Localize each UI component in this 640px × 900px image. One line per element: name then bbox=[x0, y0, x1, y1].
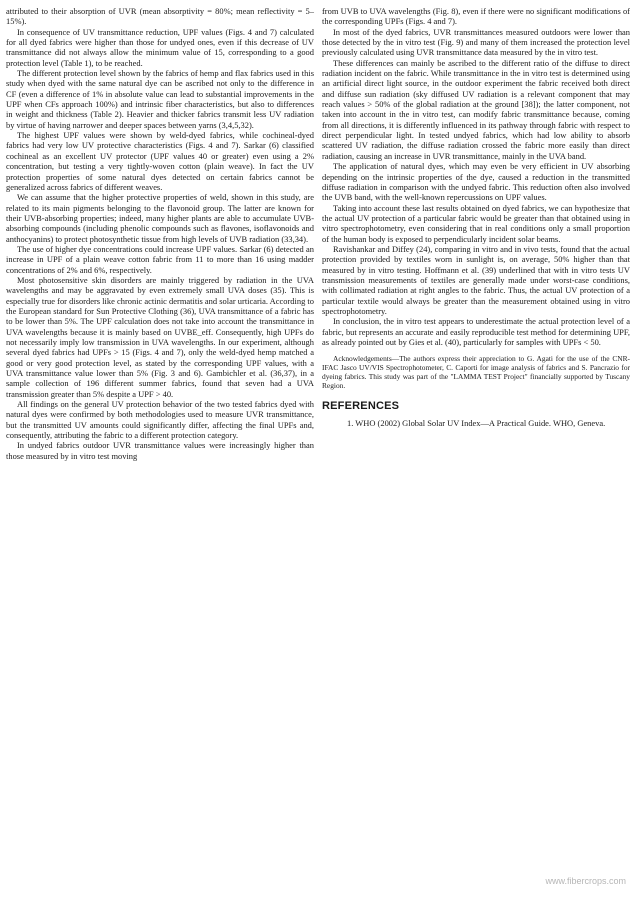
paragraph: In undyed fabrics outdoor UVR transmittance values were increasingly higher than those measured by in vitro test moving bbox=[6, 440, 314, 461]
paragraph: The highest UPF values were shown by weld-dyed fabrics, while cochineal-dyed fabrics had very low UV protective characteristics (Figs. 4 and 7). Sarkar (6) classified cochineal as an excellent UV protector (UPF values 40 or greater) even using a 2% concentration, but testing a very tightly-woven cotton (plain weave). In fact the UV protection properties of some natural dyes detected on certain fabrics cannot be generalized across fabrics of different weaves. bbox=[6, 130, 314, 192]
reference-item: 1. WHO (2002) Global Solar UV Index—A Practical Guide. WHO, Geneva. bbox=[347, 418, 606, 429]
paragraph: These differences can mainly be ascribed to the different ratio of the diffuse to direct radiation incident on the fabric. While transmittance in the in vitro test is determined using an artificial direct light source, in the outdoor experiment the fabric received both direct and diffuse sun radiation (sky diffused UV radiation is a relevant component that may reach values > 50% of the global radiation at the ground [38]); the latter component, not taken into account in the in vitro test, can modify fabric transmittance because, coming from all directions, it is differently influenced in its pathway through fabric with respect to direct perpendicular light. In tested undyed fabrics, which had low ability to absorb scattered UV radiation, the diffuse radiation crossed the fabric more easily than direct radiation, causing an increase in UVR transmittance, mainly in the UVA band. bbox=[322, 57, 630, 161]
paragraph: Ravishankar and Diffey (24), comparing in vitro and in vivo tests, found that the actual protection provided by textiles worn in sunlight is, on average, 50% higher than that measured by in vitro testing. Hoffmann et al. (39) underlined that with in vitro tests UV transmission measurements of textiles are generally made under worst-case conditions, with collimated radiation at right angles to the fabric. Thus, the actual UV protection of a particular textile would always be greater than the measurement obtained using in vitro spectrophotometry. bbox=[322, 243, 630, 316]
paragraph: attributed to their absorption of UVR (mean absorptivity = 80%; mean reflectivity = 5–15%). bbox=[6, 6, 314, 27]
paragraph: The application of natural dyes, which may even be very efficient in UV absorbing depending on the intrinsic properties of the dye, caused a reduction in the transmitted diffuse radiation in comparison with the undyed fabric. This reduction often also involved the UVB band, with the well-known repercussions on UPF values. bbox=[322, 161, 630, 203]
paragraph: Most photosensitive skin disorders are mainly triggered by radiation in the UVA wavelengths and may be aggravated by even extremely small UVA doses (35). This is especially true for disorders like chronic actinic dermatitis and solar urticaria. According to the European standard for Sun Protective Clothing (36), UVA transmittance of a fabric has to be lower than 5%. The UPF calculation does not take into account the transmittance in UVA wavelengths because it is mainly based on UVBE_eff. Consequently, high UPFs do not necessarily imply low transmission in UVA wavelengths. In our experiment, although several dyed fabrics had UPFs > 15 (Figs. 4 and 7), only the weld-dyed hemp matched a good or very good protection level, as stated by the corresponding UPF values, with a UVA transmittance value lower than 5% (Fig. 3 and 6). Gambichler et al. (36,37), in a sample collection of 196 different summer fabrics, found that seven had a UVA transmission greater than 5% despite a UPF > 40. bbox=[6, 274, 314, 399]
paragraph: The different protection level shown by the fabrics of hemp and flax fabrics used in this study when dyed with the same natural dye can be ascribed not only to the difference in CF (even a difference of 1% in absolute value can lead to substantial improvements in the UPF when CFs approach 100%) and intrinsic fiber characteristics, but also to differences in weight and thickness (Table 2). Heavier and thicker fabrics transmit less UV radiation by virtue of having narrower and deeper spaces between yarns (3,4,5,32). bbox=[6, 68, 314, 130]
paragraph: All findings on the general UV protection behavior of the two tested fabrics dyed with natural dyes were confirmed by both methodologies used to measure UVR transmittance, but the transmitted UV amounts could significantly differ, affecting the final UPFs and, consequently, attributing the fabric to a different protection category. bbox=[6, 399, 314, 441]
acknowledgements: Acknowledgements—The authors express their appreciation to G. Agati for the use of the CNR-IFAC Jasco UV/VIS Spectrophotometer, C. Caporti for image analysis of fabrics and S. Pancrazio for dyeing fabrics. This study was part of the "LAMMA TEST Project" financially supported by Tuscany Region. bbox=[322, 354, 630, 391]
left-column bbox=[6, 6, 314, 461]
paragraph: We can assume that the higher protective properties of weld, shown in this study, are related to its main pigments belonging to the flavonoid group. The latter are known for their UVB-absorbing properties; indeed, many higher plants are able to accumulate UVB-absorbing compounds (including phenolic compounds such as flavones, isoflavonoids and anthocyanins) to protect photosynthetic tissue from high levels of UVB radiation (33,34). bbox=[6, 192, 314, 244]
paragraph: Taking into account these last results obtained on dyed fabrics, we can hypothesize that the actual UV protection of a particular fabric would be greater than that obtained using in vitro spectrophotometry, even considering that in real conditions only a small proportion of the human body is exposed to perpendicularly incident solar beams. bbox=[322, 202, 630, 244]
paragraph: from UVB to UVA wavelengths (Fig. 8), even if there were no significant modifications of the corresponding UPFs (Figs. 4 and 7). bbox=[322, 6, 630, 27]
right-column bbox=[322, 6, 630, 461]
references-heading: REFERENCES bbox=[322, 400, 400, 413]
paragraph: The use of higher dye concentrations could increase UPF values. Sarkar (6) detected an increase in UPF of a plain weave cotton fabric from 11 to more than 16 using madder concentrations of 2% and 6%, respectively. bbox=[6, 243, 314, 275]
two-column-body bbox=[6, 6, 630, 461]
watermark: www.fibercrops.com bbox=[545, 876, 626, 886]
paragraph: In conclusion, the in vitro test appears to underestimate the actual protection level of a fabric, but represents an accurate and easily reproducible test method for determining UPF, as already pointed out by Gies et al. (40), particularly for samples with UPFs < 50. bbox=[322, 316, 630, 347]
paragraph: In most of the dyed fabrics, UVR transmittances measured outdoors were lower than those detected by the in vitro test (Fig. 9) and many of them increased the protection level previously calculated using UVR transmittance data measured by the in vitro test. bbox=[322, 26, 630, 58]
paragraph: In consequence of UV transmittance reduction, UPF values (Figs. 4 and 7) calculated for all dyed fabrics were higher than those for undyed ones, even if this decrease of UV transmittance did not always allow the minimum value of 15, corresponding to a good protection level (Table 1), to be reached. bbox=[6, 26, 314, 68]
